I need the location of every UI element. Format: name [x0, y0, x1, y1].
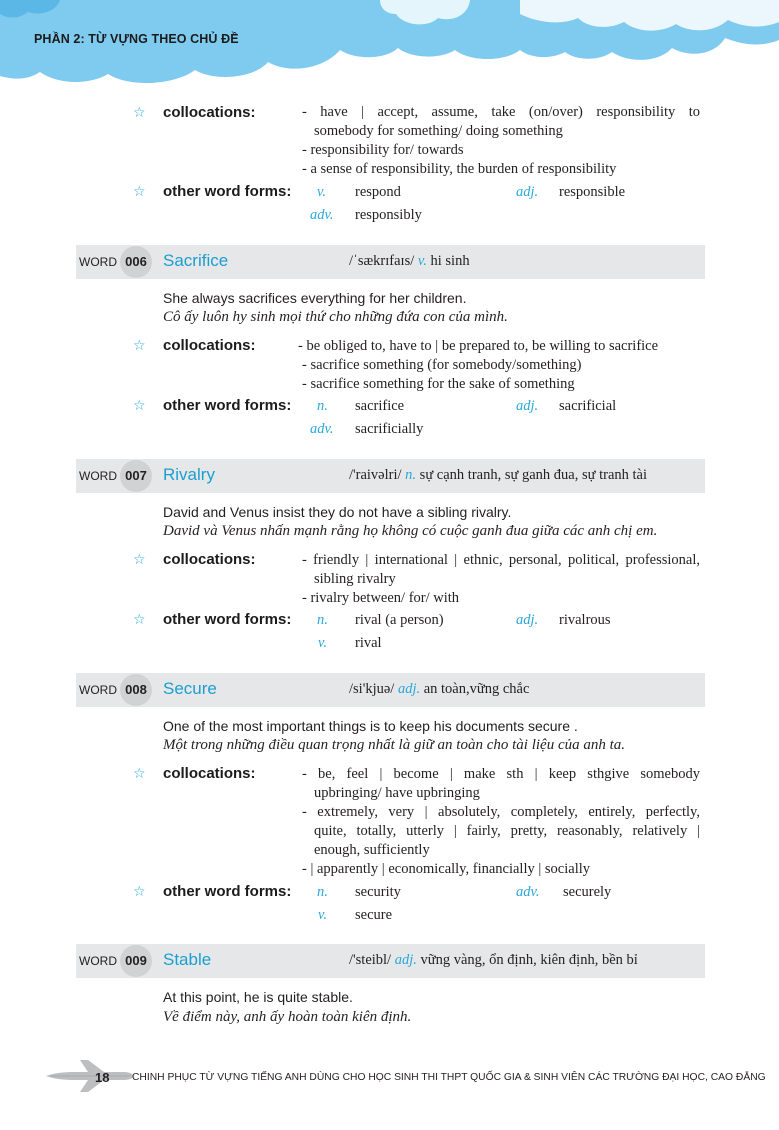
word-definition [349, 681, 529, 698]
word-form: responsible [559, 184, 626, 200]
word-form: secure [355, 907, 393, 923]
collocations-label: collocations: [163, 104, 256, 121]
word-tag: WORD [79, 954, 117, 968]
meaning: vững vàng, ổn định, kiên định, bền bỉ [420, 952, 638, 968]
word-form-pos: adj. [516, 398, 539, 414]
word-tag: WORD [79, 683, 117, 697]
collocation-line: - be, feel | become | make sth | keep sthgive somebody [302, 766, 700, 782]
collocation-line: - friendly | international | ethnic, personal, political, professional, [302, 552, 700, 568]
star-icon: ☆ [133, 612, 146, 628]
word-form-pos: v. [318, 907, 327, 923]
footer-book-title: CHINH PHỤC TỪ VỰNG TIẾNG ANH DÙNG CHO HỌC SINH THI THPT QUỐC GIA & SINH VIÊN CÁC TRƯỜNG ĐẠI HỌC, CAO ĐẲNG [132, 1072, 766, 1083]
page-number: 18 [95, 1070, 110, 1085]
word-tag: WORD [79, 255, 117, 269]
collocation-line: - have | accept, assume, take (on/over) responsibility to [302, 104, 700, 120]
example-vietnamese: Về điểm này, anh ấy hoàn toàn kiên định. [163, 1009, 412, 1025]
example-vietnamese: Một trong những điều quan trọng nhất là giữ an toàn cho tài liệu của anh ta. [163, 737, 626, 753]
part-of-speech: adj. [397, 681, 421, 697]
collocation-line: somebody for something/ doing something [314, 123, 563, 139]
word-forms-label: other word forms: [163, 183, 292, 200]
word-definition [349, 952, 638, 969]
word-form-pos: v. [317, 184, 326, 200]
example-english: At this point, he is quite stable. [163, 989, 353, 1005]
headword: Stable [163, 950, 212, 969]
star-icon: ☆ [133, 338, 146, 354]
star-icon: ☆ [133, 552, 146, 568]
word-form: sacrificial [559, 398, 617, 414]
word-form: responsibly [355, 207, 422, 223]
word-number: 007 [125, 468, 147, 483]
word-entry-bar [76, 245, 705, 279]
word-form: rivalrous [559, 612, 611, 628]
word-tag: WORD [79, 469, 117, 483]
part-of-speech: n. [405, 467, 417, 483]
star-icon: ☆ [133, 884, 146, 900]
headword: Rivalry [163, 465, 215, 484]
word-forms-label: other word forms: [163, 883, 292, 900]
word-entry-bar [76, 673, 705, 707]
collocation-line: - be obliged to, have to | be prepared to, be willing to sacrifice [298, 338, 659, 354]
word-definition [349, 467, 647, 484]
word-form: respond [355, 184, 401, 200]
meaning: sự cạnh tranh, sự ganh đua, sự tranh tài [419, 467, 647, 483]
word-form-pos: adj. [516, 184, 539, 200]
example-english: One of the most important things is to keep his documents secure . [163, 718, 578, 734]
pronunciation: /si'kjuə/ [349, 681, 395, 697]
part-of-speech: v. [417, 253, 427, 269]
word-form: security [355, 884, 401, 900]
word-form-pos: n. [317, 398, 328, 414]
word-form-pos: adj. [516, 612, 539, 628]
word-form: rival (a person) [355, 612, 444, 628]
airplane-icon [44, 1058, 134, 1094]
collocations-label: collocations: [163, 765, 256, 782]
word-definition [349, 253, 470, 270]
pronunciation: /ˈsækrɪfaɪs/ [349, 253, 415, 269]
example-vietnamese: Cô ấy luôn hy sinh mọi thứ cho những đứa con của mình. [163, 309, 508, 325]
collocation-line: - rivalry between/ for/ with [302, 590, 460, 606]
part-of-speech: adj. [394, 952, 417, 968]
word-form: securely [563, 884, 612, 900]
collocations-label: collocations: [163, 337, 256, 354]
word-form-pos: adv. [310, 207, 334, 223]
headword: Sacrifice [163, 251, 229, 270]
star-icon: ☆ [133, 398, 146, 414]
collocation-line: enough, sufficiently [314, 842, 430, 858]
collocation-line: quite, totally, utterly | fairly, pretty, reasonably, relatively | [314, 823, 700, 839]
word-form-pos: n. [317, 884, 328, 900]
example-english: David and Venus insist they do not have a sibling rivalry. [163, 504, 512, 520]
word-form-pos: adv. [516, 884, 540, 900]
collocation-line: - sacrifice something (for somebody/something) [302, 357, 582, 373]
collocation-line: - | apparently | economically, financially | socially [302, 861, 590, 877]
collocation-line: - extremely, very | absolutely, completely, entirely, perfectly, [302, 804, 700, 820]
collocations-label: collocations: [163, 551, 256, 568]
collocation-line: - sacrifice something for the sake of something [302, 376, 575, 392]
headword: Secure [163, 679, 217, 698]
word-forms-label: other word forms: [163, 397, 292, 414]
example-vietnamese: David và Venus nhấn mạnh rằng họ không có cuộc ganh đua giữa các anh chị em. [163, 523, 658, 539]
star-icon: ☆ [133, 105, 146, 121]
word-entry-bar [76, 459, 705, 493]
word-forms-label: other word forms: [163, 611, 292, 628]
word-form: sacrifice [355, 398, 405, 414]
word-number: 006 [125, 254, 147, 269]
collocation-line: - responsibility for/ towards [302, 142, 464, 158]
collocation-line: upbringing/ have upbringing [314, 785, 480, 801]
word-form-pos: adv. [310, 421, 334, 437]
pronunciation: /'steibl/ [349, 952, 392, 968]
collocation-line: sibling rivalry [314, 571, 396, 587]
meaning: an toàn,vững chắc [423, 681, 530, 697]
header-cloud-banner [0, 0, 779, 100]
word-number: 008 [125, 682, 147, 697]
pronunciation: /'raivəlri/ [349, 467, 402, 483]
word-form: sacrificially [355, 421, 424, 437]
star-icon: ☆ [133, 766, 146, 782]
example-english: She always sacrifices everything for her children. [163, 290, 467, 306]
word-entry-bar [76, 944, 705, 978]
section-title: PHẦN 2: TỪ VỰNG THEO CHỦ ĐỀ [34, 32, 239, 46]
collocation-line: - a sense of responsibility, the burden of responsibility [302, 161, 617, 177]
meaning: hi sinh [430, 253, 470, 269]
word-number: 009 [125, 953, 147, 968]
word-form: rival [355, 635, 382, 651]
word-form-pos: n. [317, 612, 328, 628]
star-icon: ☆ [133, 184, 146, 200]
word-form-pos: v. [318, 635, 327, 651]
